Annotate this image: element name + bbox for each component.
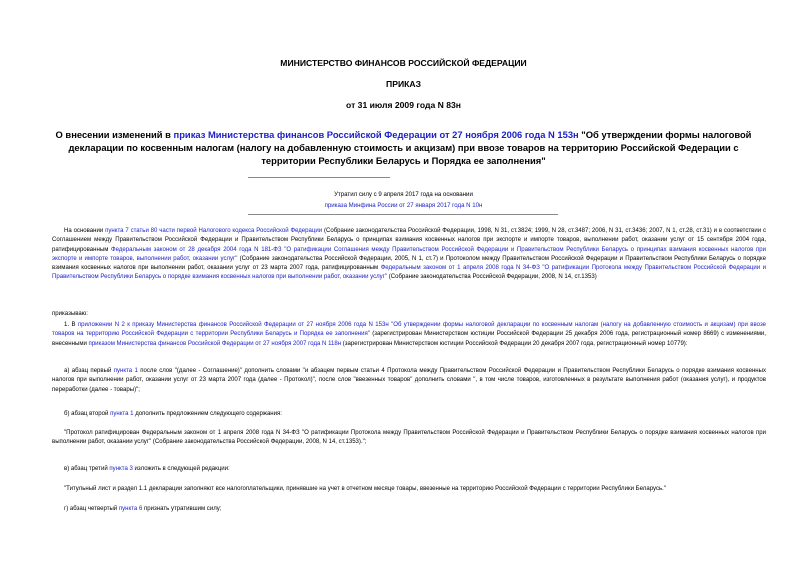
order-118n-link[interactable]: приказом Министерства финансов Российской Федерации от 27 ноября 2007 года N 118н [88,340,342,347]
clause-3-link[interactable]: пункта 3 [109,466,133,472]
doc-type-heading: ПРИКАЗ [386,79,421,89]
order-subject: О внесении изменений в приказ Министерства финансов Российской Федерации от 27 ноября 2006 года N 153н "Об утверждении формы налоговой декларации по косвенным налогам (налогу на добавленную стоимость и акцизам) при ввозе товаров на территорию Российской Федерации с территории Республики Беларусь и Порядка ее заполнения" [55,129,752,166]
quote-c-paragraph: "Титульный лист и раздел 1.1 декларации заполняют все налогоплательщики, принявшие на учет в отчетном месяце товары, ввезенные на территорию Российской Федерации с территории Республики Беларусь." [64,486,666,492]
appendix-2-link[interactable]: приложении N 2 к приказу Министерства финансов Российской Федерации от 27 ноября 2006 года N 153н "Об утверждении формы налоговой декларации по косвенным налогам (налогу на добавленную стоимость и акцизам) при ввозе товаров на территорию Российской Федерации с территории Республики Беларусь и Порядка ее заполнения" [52,322,767,338]
divider-bottom [248,214,558,215]
order-date-number: от 31 июля 2009 года N 83н [346,100,461,110]
item-d-paragraph: г) абзац четвертый пункта 6 признать утратившим силу; [64,506,222,512]
order-word: приказываю: [52,311,88,317]
item-a-paragraph: а) абзац первый пункта 1 после слов "(далее - Соглашение)" дополнить словами "и абзацем первым статьи 4 Протокола между Правительством Российской Федерации и Правительством Республики Беларусь о порядке взимания косвенных налогов при выполнении работ, оказании услуг от 23 марта 2007 года (далее - Протокол)", после слов "ввезенных товаров" дополнить словами ", в том числе товаров, изготовленных в результате выполнения работ (оказания услуг), и продуктов переработки (далее - товары)"; [52,368,766,393]
status-note: Утратил силу с 9 апреля 2017 года на основании [334,191,473,198]
preamble-paragraph: На основании пункта 7 статьи 80 части первой Налогового кодекса Российской Федерации (Собрание законодательства Российской Федерации, 1998, N 31, ст.3824; 1999, N 28, ст.3487; 2006, N 31, ст.3436; 2007, N 1, ст.28, ст.31) и в соответствии с Соглашением между Правительством Российской Федерации и Правительством Республики Беларусь о принципах взимания косвенных налогов при экспорте и импорте товаров, выполнении работ, оказании услуг от 15 сентября 2004 года, ратифицированным Федеральным законом от 28 декабря 2004 года N 181-ФЗ "О ратификации Соглашения между Правительством Российской Федерации и Правительством Республики Беларусь о принципах взимания косвенных налогов при экспорте и импорте товаров, выполнении работ, оказании услуг" (Собрание законодательства Российской Федерации, 2005, N 1, ст.7) и Протоколом между Правительством Российской Федерации и Правительством Республики Беларусь о порядке взимания косвенных налогов при выполнении работ, оказании услуг от 23 марта 2007 года, ратифицированным Федеральным законом от 1 апреля 2008 года N 34-ФЗ "О ратификации Протокола между Правительством Российской Федерации и Правительством Республики Беларусь о порядке взимания косвенных налогов при выполнении работ, оказании услуг" (Собрание законодательства Российской Федерации, 2008, N 14, ст.1353) [52,228,767,281]
federal-law-181-link[interactable]: Федеральным законом от 28 декабря 2004 года N 181-ФЗ "О ратификации Соглашения между Правительством Российской Федерации и Правительством Республики Беларусь о принципах взимания косвенных налогов при экспорте и импорте товаров, выполнении работ, оказании услуг" [52,246,767,262]
clause-6-link[interactable]: пункта 6 [118,506,143,512]
subject-order-link[interactable]: приказ Министерства финансов Российской Федерации от 27 ноября 2006 года N 153н [173,129,579,140]
clause-1-link-a[interactable]: пункта 1 [113,368,138,374]
clause-1-link-b[interactable]: пункта 1 [110,411,134,417]
federal-law-34-link[interactable]: Федеральным законом от 1 апреля 2008 года N 34-ФЗ "О ратификации Протокола между Правительством Российской Федерации и Правительством Республики Беларусь о порядке взимания косвенных налогов при выполнении работ, оказании услуг" [52,265,766,281]
tax-code-link[interactable]: пункта 7 статьи 80 части первой Налогового кодекса Российской Федерации [105,228,323,234]
item-b-paragraph: б) абзац второй пункта 1 дополнить предложением следующего содержания: [64,411,282,417]
divider-top [248,177,390,178]
item-c-paragraph: в) абзац третий пункта 3 изложить в следующей редакции: [64,466,230,472]
repeal-order-link[interactable]: приказа Минфина России от 27 января 2017 года N 10н [324,202,483,209]
quote-b-paragraph: "Протокол ратифицирован Федеральным законом от 1 апреля 2008 года N 34-ФЗ "О ратификации Протокола между Правительством Российской Федерации и Правительством Республики Беларусь о порядке взимания косвенных налогов при выполнении работ, оказании услуг" (Собрание законодательства Российской Федерации, 2008, N 14, ст.1353)."; [52,430,766,446]
item-1-paragraph: 1. В приложении N 2 к приказу Министерства финансов Российской Федерации от 27 ноября 2006 года N 153н "Об утверждении формы налоговой декларации по косвенным налогам (налогу на добавленную стоимость и акцизам) при ввозе товаров на территорию Российской Федерации с территории Республики Беларусь и Порядка ее заполнения" (зарегистрирован Министерством юстиции Российской Федерации 25 декабря 2006 года, регистрационный номер 8669) с изменениями, внесенными приказом Министерства финансов Российской Федерации от 27 ноября 2007 года N 118н (зарегистрирован Министерством юстиции Российской Федерации 20 декабря 2007 года, регистрационный номер 10779): [52,322,767,347]
ministry-heading: МИНИСТЕРСТВО ФИНАНСОВ РОССИЙСКОЙ ФЕДЕРАЦИИ [280,58,527,68]
